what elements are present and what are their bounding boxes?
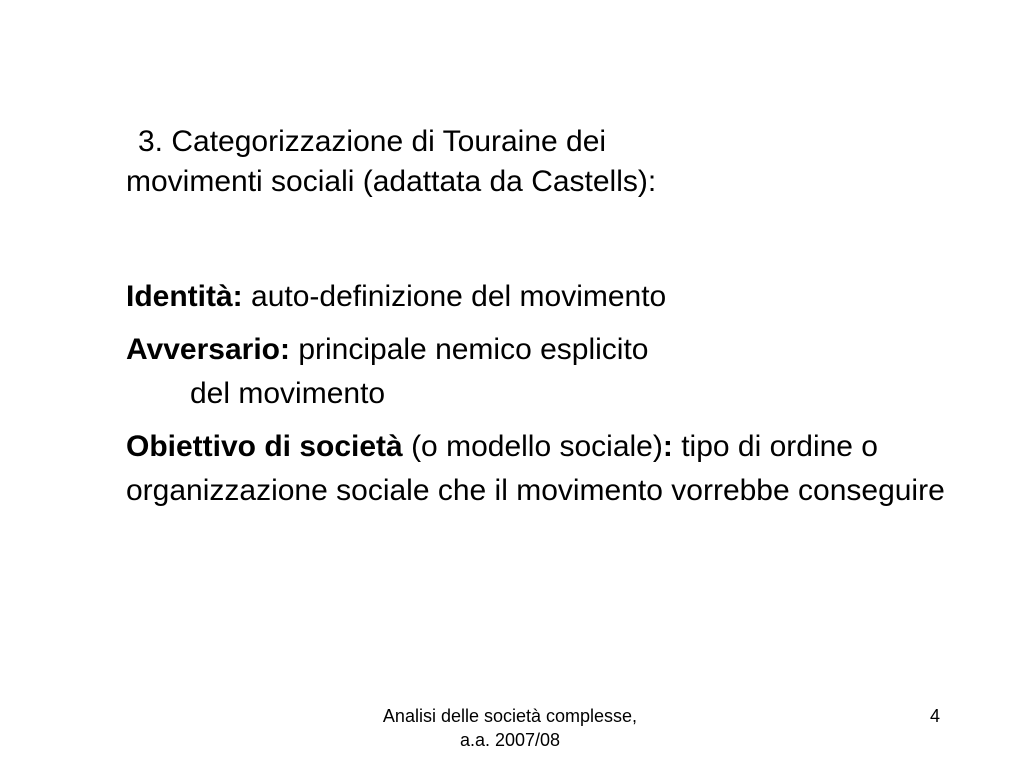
- item-text: principale nemico esplicito: [289, 333, 649, 366]
- page-number: 4: [929, 706, 940, 726]
- item-avversario: [126, 328, 946, 416]
- item-text: tipo di ordine o organizzazione sociale che il movimento vorrebbe conseguire: [126, 430, 945, 507]
- title-line-2: movimenti sociali (adattata da Castells):: [126, 165, 657, 198]
- footer-line-2: a.a. 2007/08: [459, 730, 561, 750]
- item-identita: [126, 275, 946, 319]
- item-paren: (o modello sociale): [402, 430, 663, 463]
- item-term: Identità:: [126, 280, 243, 313]
- item-term: Obiettivo di società: [126, 430, 403, 463]
- item-term: Avversario:: [126, 333, 290, 366]
- item-continuation: del movimento: [190, 377, 386, 410]
- item-obiettivo: [126, 425, 946, 513]
- item-text: auto-definizione del movimento: [242, 280, 667, 313]
- title-line-1: 3. Categorizzazione di Touraine dei: [138, 125, 607, 158]
- footer-line-1: Analisi delle società complesse,: [382, 706, 638, 726]
- slide-title: [126, 122, 886, 202]
- slide-body: [126, 275, 946, 522]
- footer: [340, 704, 680, 752]
- item-colon: :: [662, 430, 673, 463]
